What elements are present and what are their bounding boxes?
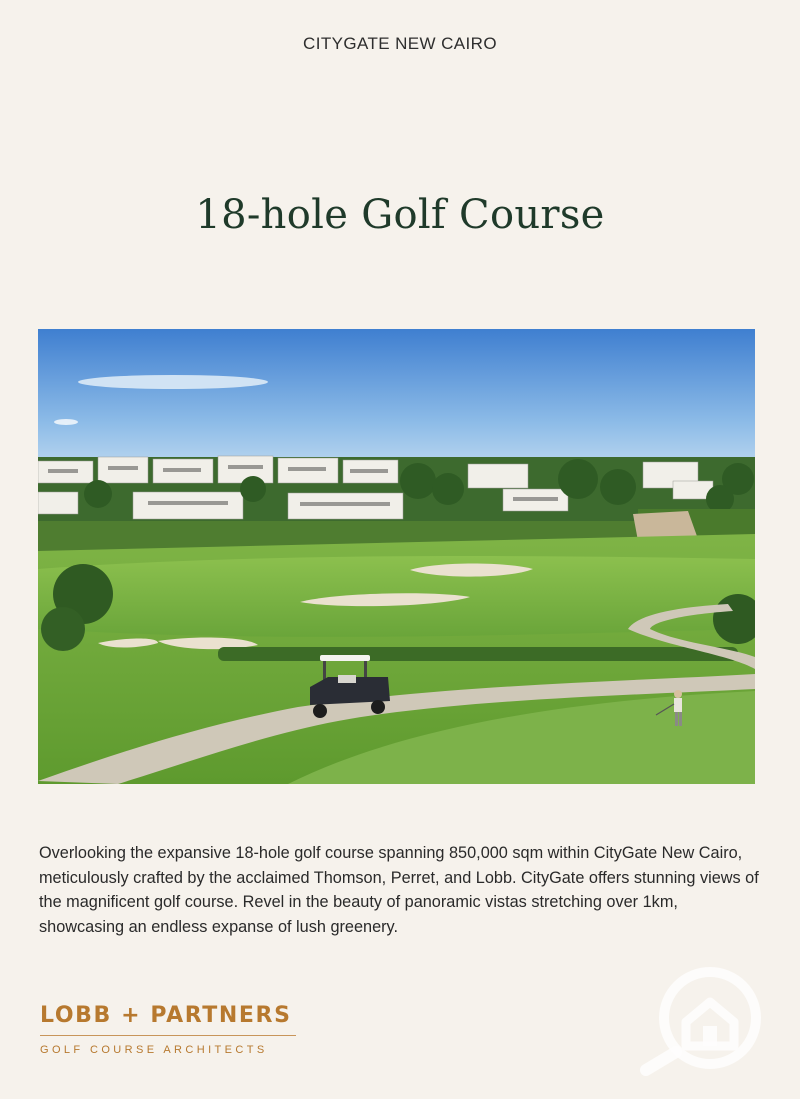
cloud	[54, 419, 78, 425]
house-search-icon	[630, 960, 790, 1080]
logo-tagline: GOLF COURSE ARCHITECTS	[40, 1044, 268, 1056]
description-paragraph: Overlooking the expansive 18-hole golf course spanning 850,000 sqm within CityGate New Cairo, meticulously crafted by the acclaimed Thomson, Perret, and Lobb. CityGate offers stunning views of the magnificent golf course. Revel in the beauty of panoramic vistas stretching over 1km, showcasing an endless expanse of lush greenery.	[39, 844, 759, 936]
logo-name: LOBB + PARTNERS	[40, 1003, 292, 1028]
logo-divider	[40, 1035, 296, 1036]
golf-course-photo	[38, 329, 755, 784]
site-header-brand: CITYGATE NEW CAIRO	[303, 34, 497, 53]
lobb-partners-logo	[40, 1003, 300, 1056]
page-title: 18-hole Golf Course	[195, 192, 605, 238]
cloud	[78, 375, 268, 389]
golf-course-illustration	[38, 329, 755, 784]
